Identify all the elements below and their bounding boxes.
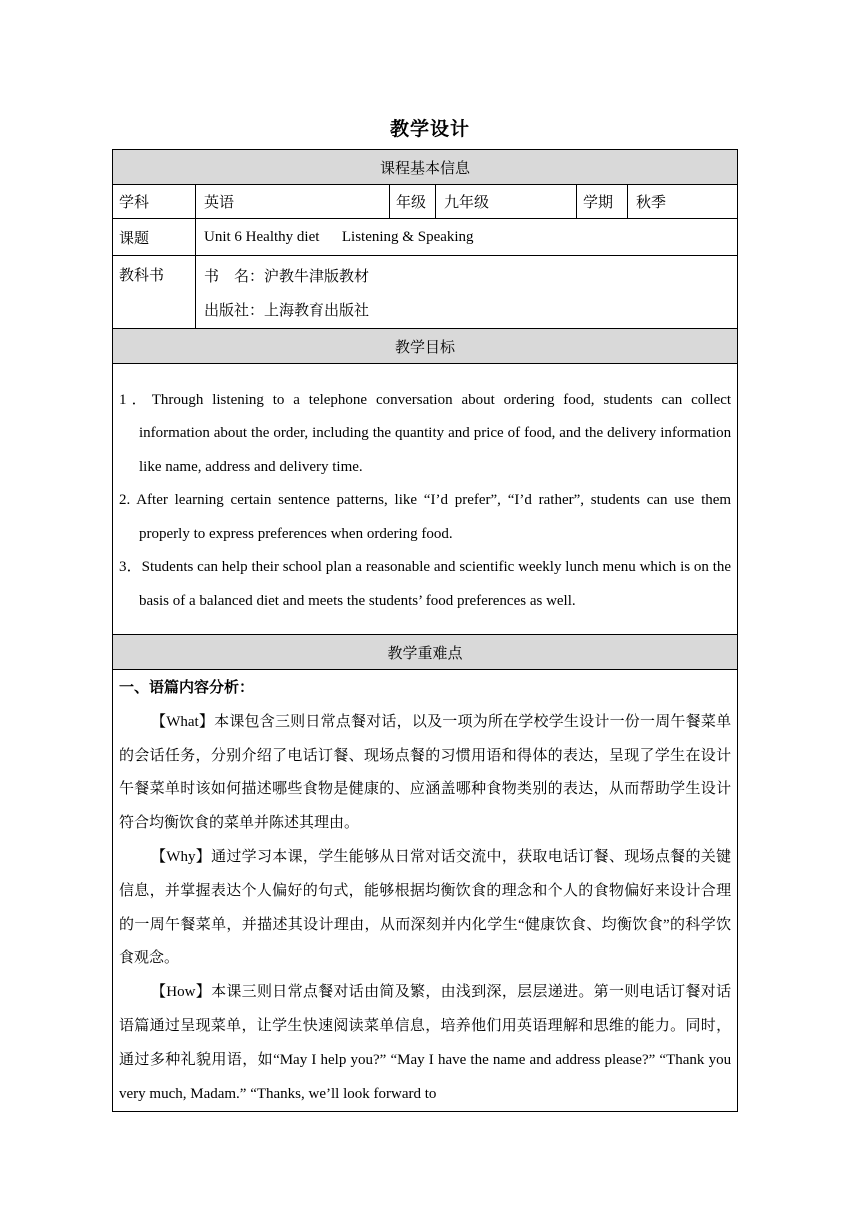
term-value: 秋季 xyxy=(628,185,738,219)
section-header-objectives: 教学目标 xyxy=(113,329,738,364)
topic-value: Unit 6 Healthy diet Listening & Speaking xyxy=(196,219,738,256)
grade-value: 九年级 xyxy=(436,185,577,219)
textbook-info xyxy=(196,256,738,329)
objectives-cell xyxy=(113,364,738,635)
subject-label: 学科 xyxy=(113,185,196,219)
grade-label: 年级 xyxy=(390,185,436,219)
analysis-cell xyxy=(113,670,738,1112)
textbook-label: 教科书 xyxy=(113,256,196,329)
term-label: 学期 xyxy=(577,185,628,219)
lesson-plan-table xyxy=(112,149,738,1112)
objective-item: 1．Through listening to a telephone conversation about ordering food, students can collect information about the order, including the quantity and price of food, and the delivery information like name, address and delivery time. xyxy=(119,391,732,475)
document-title: 教学设计 xyxy=(389,119,470,140)
section-header-key-points: 教学重难点 xyxy=(113,635,738,670)
objective-item: 2. After learning certain sentence patterns, like “I’d prefer”, “I’d rather”, students can use them properly to express preferences when ordering food. xyxy=(119,492,732,542)
book-name: 书 名：沪教牛津版教材 xyxy=(204,269,370,285)
objective-item: 3．Students can help their school plan a reasonable and scientific weekly lunch menu which is on the basis of a balanced diet and meets the students’ food preferences as well. xyxy=(119,559,732,609)
analysis-paragraph-how: 【How】本课三则日常点餐对话由简及繁，由浅到深，层层递进。第一则电话订餐对话语篇通过呈现菜单，让学生快速阅读菜单信息，培养他们用英语理解和思维的能力。同时，通过多种礼貌用语，如“May I help you?” “May I have the name and address please?” “Thank you very much, Madam.” “Thanks, we’ll look forward to xyxy=(119,984,732,1102)
topic-label: 课题 xyxy=(113,219,196,256)
subject-value: 英语 xyxy=(196,185,390,219)
analysis-paragraph-why: 【Why】通过学习本课，学生能够从日常对话交流中，获取电话订餐、现场点餐的关键信息，并掌握表达个人偏好的句式，能够根据均衡饮食的理念和个人的食物偏好来设计合理的一周午餐菜单，并描述其设计理由，从而深刻并内化学生“健康饮食、均衡饮食”的科学饮食观念。 xyxy=(119,848,732,967)
analysis-heading: 一、语篇内容分析： xyxy=(119,680,255,696)
analysis-paragraph-what: 【What】本课包含三则日常点餐对话，以及一项为所在学校学生设计一份一周午餐菜单的会话任务，分别介绍了电话订餐、现场点餐的习惯用语和得体的表达，呈现了学生在设计午餐菜单时该如何描述哪些食物是健康的、应涵盖哪种食物类别的表达，从而帮助学生设计符合均衡饮食的菜单并陈述其理由。 xyxy=(119,713,732,832)
publisher: 出版社：上海教育出版社 xyxy=(204,303,370,319)
section-header-basic-info: 课程基本信息 xyxy=(113,150,738,185)
